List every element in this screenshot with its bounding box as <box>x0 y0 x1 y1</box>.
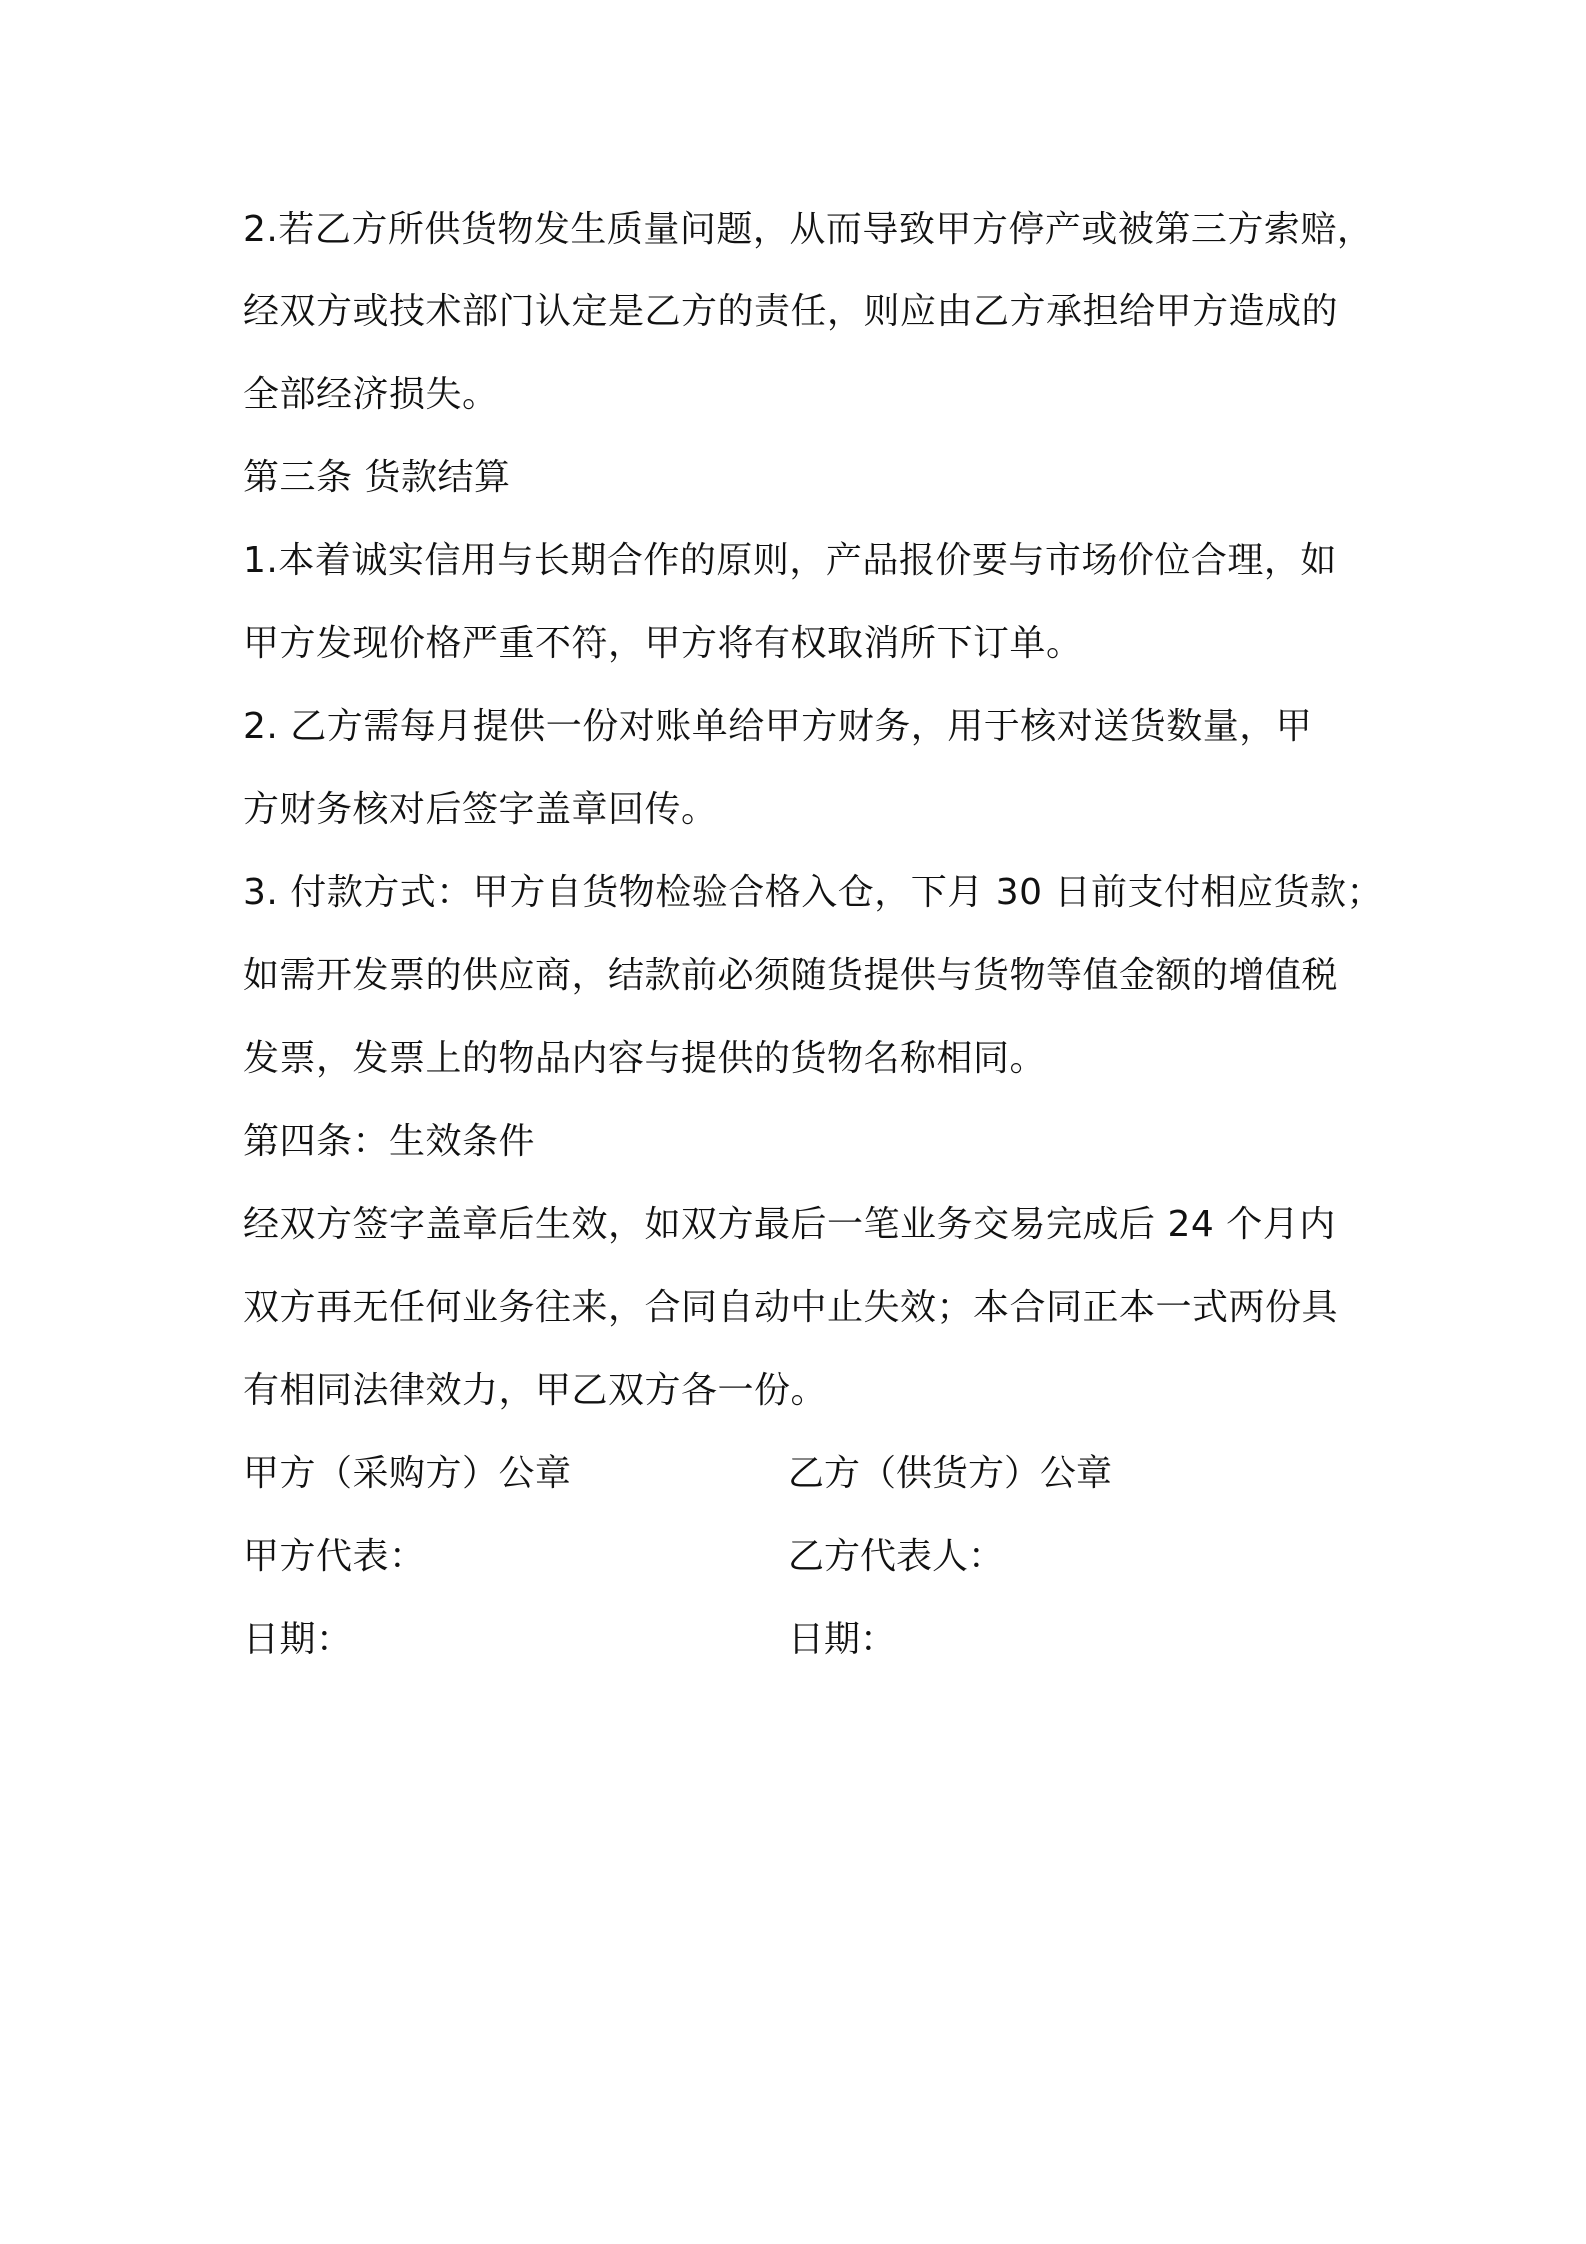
party-b-seal-label: 乙方（供货方）公章 <box>788 1453 1113 1494</box>
party-b-date-label: 日期： <box>788 1619 897 1660</box>
article-4-heading: 第四条：生效条件 <box>243 1121 536 1162</box>
article-3-item-1-line-2: 甲方发现价格严重不符，甲方将有权取消所下订单。 <box>243 623 1083 664</box>
article-3-item-3-line-1: 3. 付款方式：甲方自货物检验合格入仓，下月 30 日前支付相应货款； <box>243 872 1383 913</box>
article-4-line-2: 双方再无任何业务往来，合同自动中止失效；本合同正本一式两份具 <box>243 1287 1339 1328</box>
party-a-seal-label: 甲方（采购方）公章 <box>243 1453 572 1494</box>
clause-2-line-2: 经双方或技术部门认定是乙方的责任，则应由乙方承担给甲方造成的 <box>243 291 1339 332</box>
party-a-representative-label: 甲方代表： <box>243 1536 426 1577</box>
party-a-date-label: 日期： <box>243 1619 353 1660</box>
article-3-heading: 第三条 货款结算 <box>243 457 511 498</box>
clause-2-line-3: 全部经济损失。 <box>243 374 499 415</box>
article-4-line-3: 有相同法律效力，甲乙双方各一份。 <box>243 1370 828 1411</box>
article-3-item-3-line-3: 发票，发票上的物品内容与提供的货物名称相同。 <box>243 1038 1047 1079</box>
article-4-line-1: 经双方签字盖章后生效，如双方最后一笔业务交易完成后 24 个月内 <box>243 1204 1336 1245</box>
article-3-item-2-line-1: 2. 乙方需每月提供一份对账单给甲方财务，用于核对送货数量，甲 <box>243 706 1313 747</box>
clause-2-line-1: 2.若乙方所供货物发生质量问题，从而导致甲方停产或被第三方索赔， <box>243 209 1374 250</box>
article-3-item-2-line-2: 方财务核对后签字盖章回传。 <box>243 789 718 830</box>
article-3-item-1-line-1: 1.本着诚实信用与长期合作的原则，产品报价要与市场价位合理，如 <box>243 540 1337 581</box>
article-3-item-3-line-2: 如需开发票的供应商，结款前必须随货提供与货物等值金额的增值税 <box>243 955 1339 996</box>
party-b-representative-label: 乙方代表人： <box>788 1536 1005 1577</box>
